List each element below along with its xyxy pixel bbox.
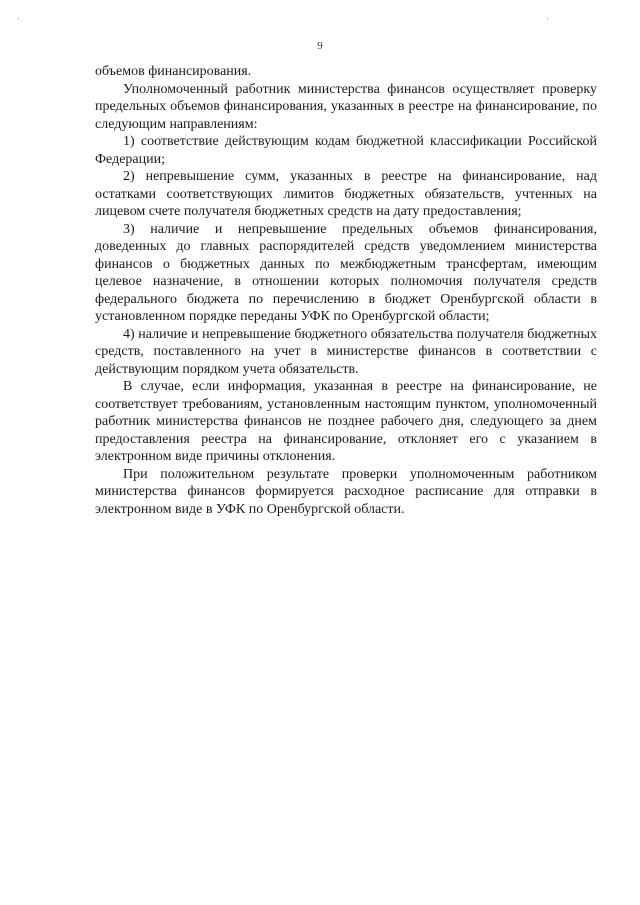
paragraph-continuation: объемов финансирования.: [95, 64, 252, 79]
paragraph-rejection: В случае, если информация, указанная в реестре на финансирование, не соответствует требованиям, установленным настоящим пунктом, уполномоченный работник министерства финансов не позднее рабочего дня, следующего за днем предоставления реестра на финансирование, отклоняет его с указанием в электронном виде причины отклонения.: [95, 379, 597, 464]
list-item-2: 2) непревышение сумм, указанных в реестре на финансирование, над остатками соответствующих лимитов бюджетных обязательств, учтенных на лицевом счете получателя бюджетных средств на дату предоставления;: [95, 169, 597, 219]
list-item-4: 4) наличие и непревышение бюджетного обязательства получателя бюджетных средств, поставленного на учет в министерстве финансов в соответствии с действующим порядком учета обязательств.: [95, 326, 597, 377]
list-item-1: 1) соответствие действующим кодам бюджетной классификации Российской Федерации;: [95, 134, 597, 167]
scan-speck: [18, 17, 19, 20]
paragraph-intro: Уполномоченный работник министерства финансов осуществляет проверку предельных объемов финансирования, указанных в реестре на финансирование, по следующим направлениям:: [95, 81, 597, 132]
paragraph-approval: При положительном результате проверки уполномоченным работником министерства финансов формируется расходное расписание для отправки в электронном виде в УФК по Оренбургской области.: [95, 466, 597, 517]
document-body: [95, 63, 597, 518]
page-number: 9: [317, 40, 323, 52]
list-item-3: 3) наличие и непревышение предельных объемов финансирования, доведенных до главных распорядителей средств уведомлением министерства финансов о бюджетных данных по межбюджетным трансфертам, имеющим целевое назначение, в отношении которых полномочия получателя средств федерального бюджета по перечислению в бюджет Оренбургской области в установленном порядке переданы УФК по Оренбургской области;: [95, 221, 597, 324]
scan-speck: [547, 17, 548, 20]
